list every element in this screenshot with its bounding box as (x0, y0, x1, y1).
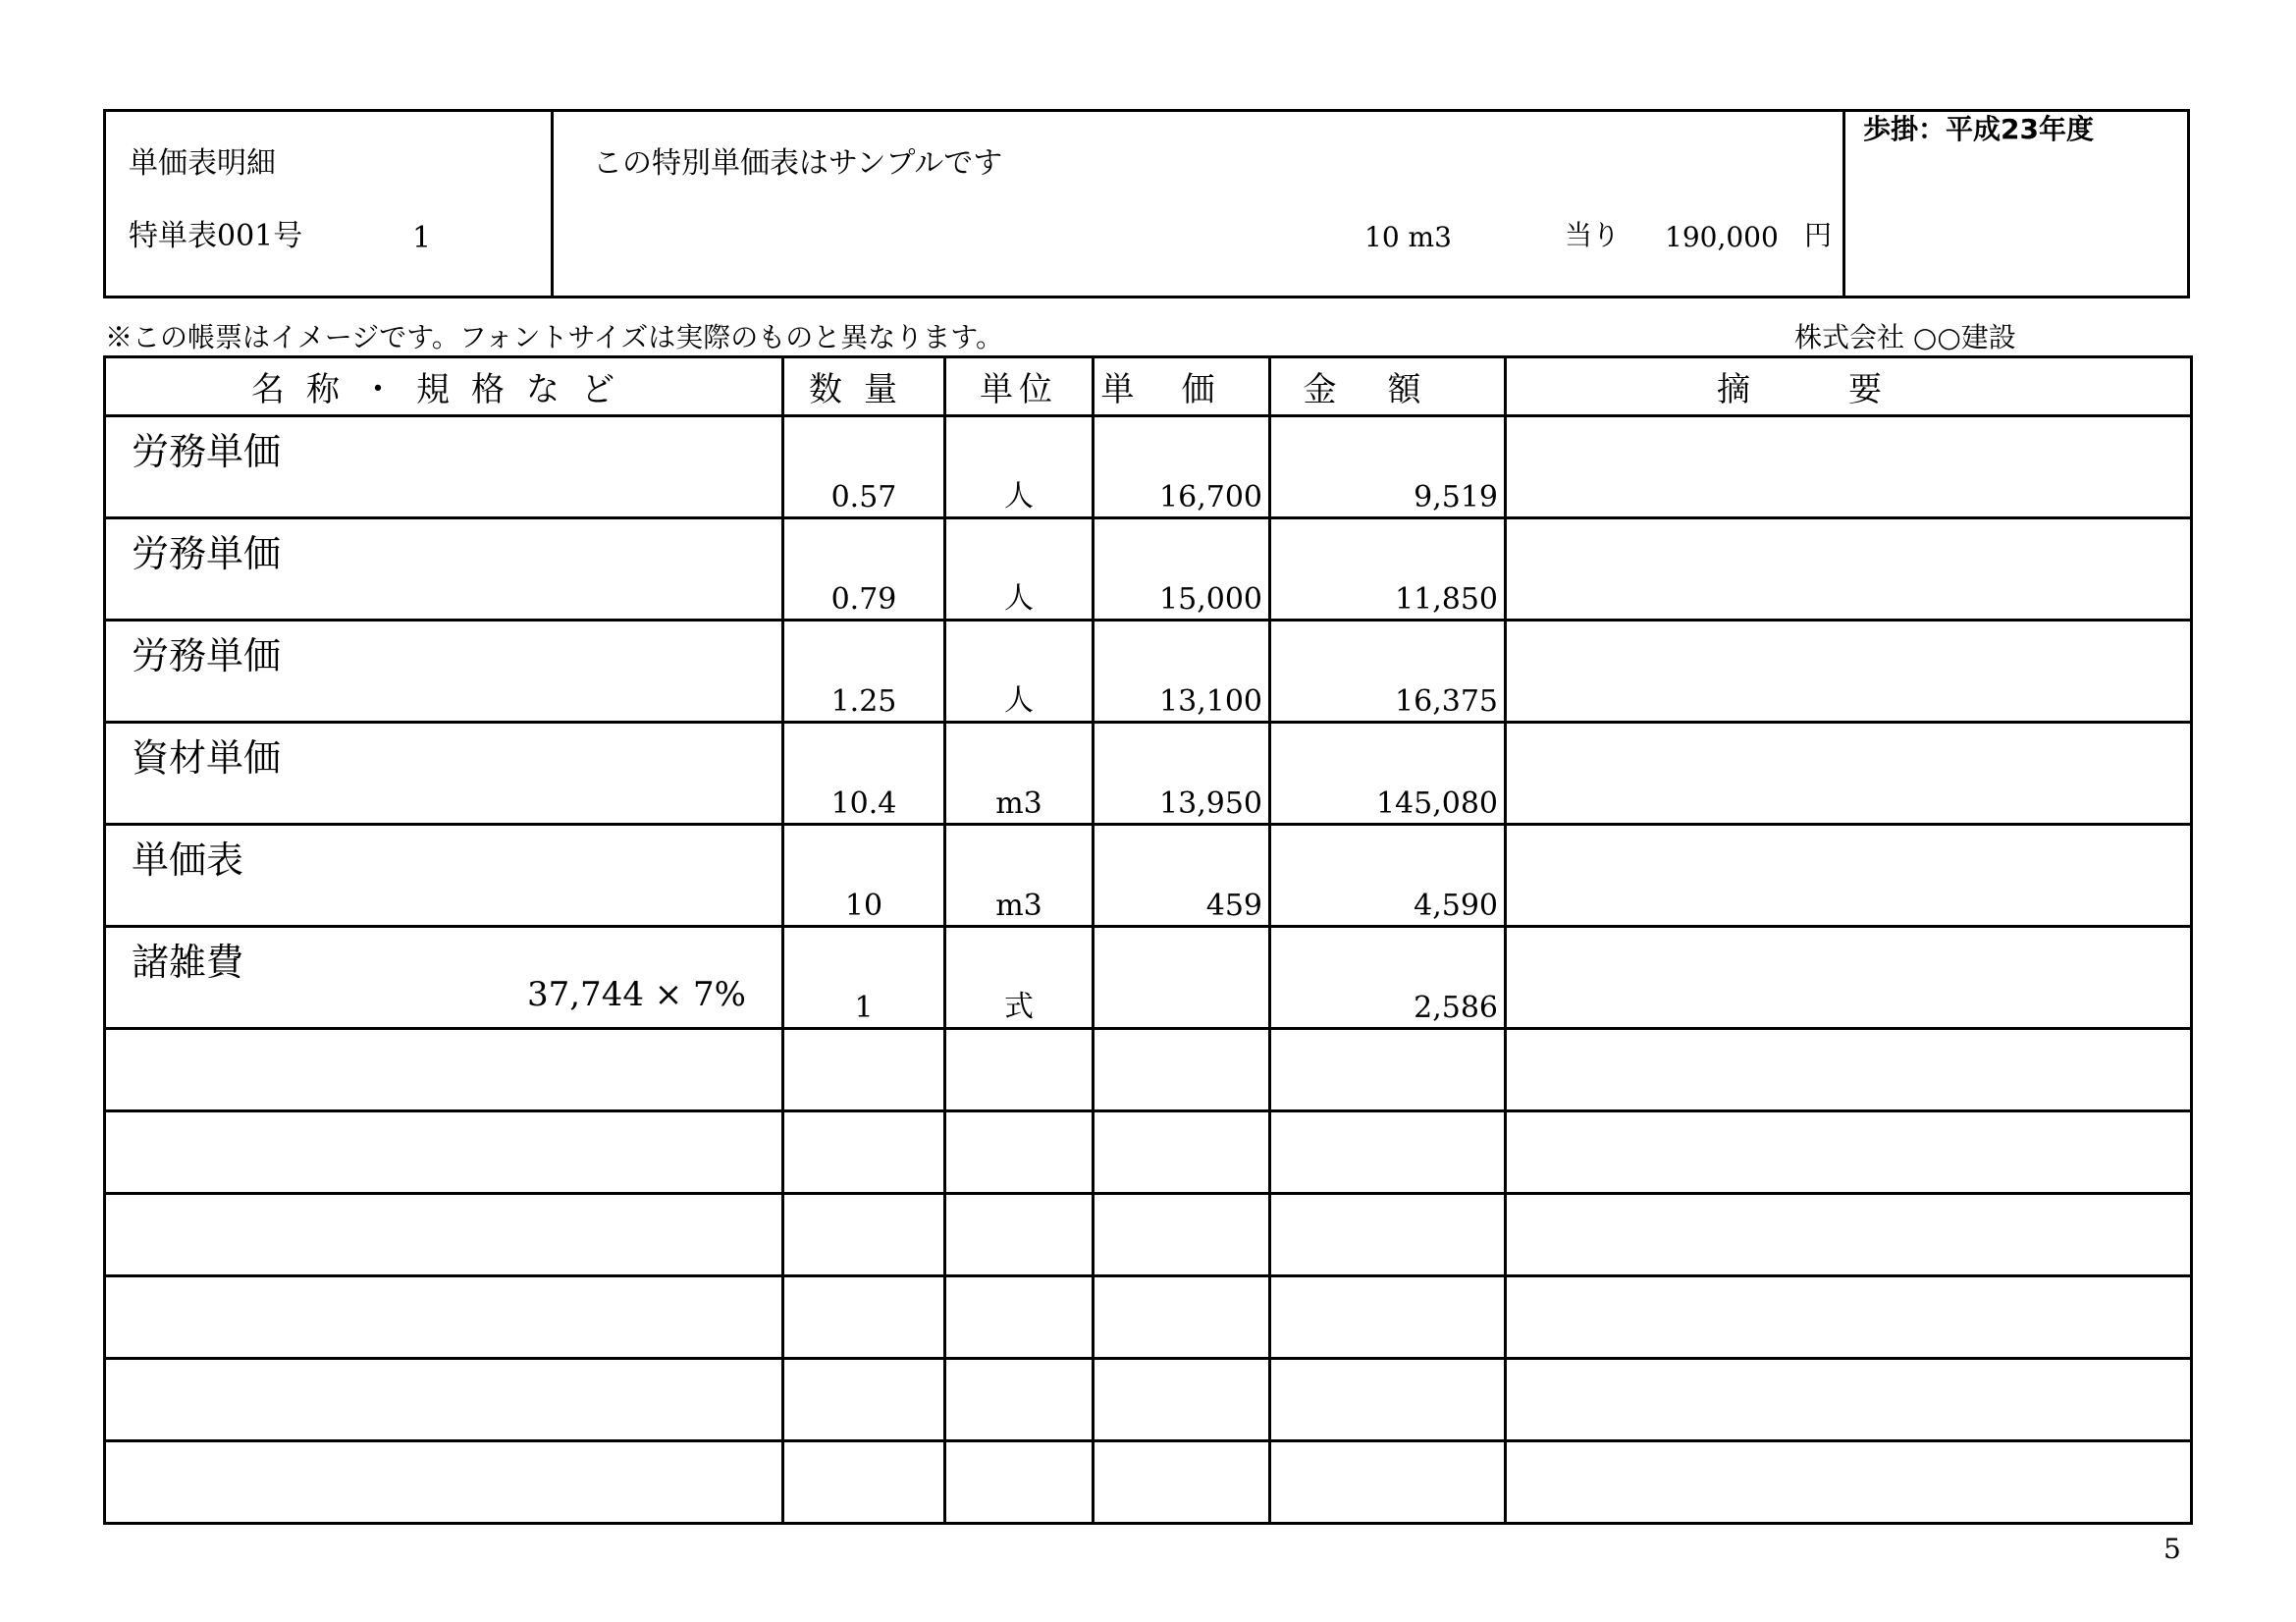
cell-remarks (1506, 416, 2192, 518)
item-quantity: 1.25 (830, 684, 897, 719)
empty-cell (105, 1276, 783, 1359)
item-unit-price: 16,700 (1159, 480, 1262, 514)
quantity-basis: 10 m3 (1364, 221, 1452, 253)
table-row (105, 723, 2192, 825)
per-label: 当り (1565, 219, 1621, 251)
item-quantity: 0.57 (830, 480, 897, 514)
cell-name (105, 927, 783, 1029)
currency-unit: 円 (1804, 219, 1833, 251)
empty-cell (105, 1029, 783, 1111)
item-unit: 人 (1004, 683, 1034, 718)
cell-name (105, 416, 783, 518)
empty-cell (1506, 1029, 2192, 1111)
empty-cell (945, 1194, 1094, 1276)
table-row-empty (105, 1441, 2192, 1524)
item-amount: 2,586 (1414, 991, 1498, 1025)
sheet-number: 特単表001号 (129, 219, 303, 253)
empty-cell (1270, 1359, 1506, 1441)
item-unit: 人 (1004, 581, 1034, 616)
table-row (105, 518, 2192, 621)
empty-cell (1094, 1111, 1270, 1194)
empty-cell (105, 1111, 783, 1194)
notice-text: ※この帳票はイメージです。フォントサイズは実際のものと異なります。 (105, 321, 1004, 353)
empty-cell (1506, 1276, 2192, 1359)
empty-cell (945, 1359, 1094, 1441)
col-header-unit: 単位 (945, 357, 1094, 416)
item-name: 労務単価 (132, 634, 282, 677)
col-header-remarks: 摘要 (1506, 357, 2192, 416)
cell-unit-price (1094, 518, 1270, 621)
item-unit: 人 (1004, 479, 1034, 514)
company-name: 株式会社 ○○建設 (1794, 321, 2016, 353)
empty-cell (783, 1194, 945, 1276)
table-row (105, 416, 2192, 518)
cell-unit (945, 723, 1094, 825)
item-unit: m3 (995, 786, 1042, 821)
cell-unit (945, 416, 1094, 518)
empty-cell (1094, 1359, 1270, 1441)
unit-price-total: 190,000 (1665, 221, 1779, 253)
empty-cell (783, 1441, 945, 1524)
item-unit: 式 (1004, 990, 1034, 1024)
cell-quantity (783, 927, 945, 1029)
empty-cell (945, 1111, 1094, 1194)
empty-cell (783, 1276, 945, 1359)
cell-name (105, 621, 783, 723)
cell-name (105, 518, 783, 621)
empty-cell (1506, 1359, 2192, 1441)
empty-cell (1270, 1111, 1506, 1194)
empty-cell (783, 1359, 945, 1441)
cell-amount (1270, 723, 1506, 825)
empty-cell (105, 1441, 783, 1524)
table-row-empty (105, 1359, 2192, 1441)
cell-remarks (1506, 621, 2192, 723)
item-unit-price: 13,100 (1159, 684, 1262, 719)
empty-cell (1270, 1029, 1506, 1111)
sheet-title: 単価表明細 (129, 146, 276, 181)
item-amount: 4,590 (1414, 889, 1498, 923)
empty-cell (105, 1194, 783, 1276)
empty-cell (945, 1029, 1094, 1111)
empty-cell (1094, 1194, 1270, 1276)
cell-amount (1270, 416, 1506, 518)
table-row-empty (105, 1111, 2192, 1194)
col-header-amount: 金額 (1270, 357, 1506, 416)
table-row (105, 621, 2192, 723)
cell-unit-price (1094, 723, 1270, 825)
cell-name (105, 723, 783, 825)
header-divider-right (1842, 109, 1845, 298)
empty-cell (1506, 1111, 2192, 1194)
item-amount: 9,519 (1414, 480, 1498, 514)
cell-quantity (783, 416, 945, 518)
empty-cell (105, 1359, 783, 1441)
empty-cell (945, 1276, 1094, 1359)
col-header-name: 名称・規格など (105, 357, 783, 416)
item-unit-price: 15,000 (1159, 582, 1262, 617)
empty-cell (1270, 1276, 1506, 1359)
item-quantity: 10 (844, 889, 883, 923)
empty-cell (945, 1441, 1094, 1524)
cell-remarks (1506, 518, 2192, 621)
cell-remarks (1506, 825, 2192, 927)
cell-name (105, 825, 783, 927)
cell-remarks (1506, 723, 2192, 825)
step-label: 歩掛：平成23年度 (1863, 113, 2094, 145)
empty-cell (1094, 1029, 1270, 1111)
table-row (105, 927, 2192, 1029)
cell-quantity (783, 825, 945, 927)
item-spec: 37,744 × 7% (526, 975, 746, 1014)
cell-quantity (783, 518, 945, 621)
empty-cell (1270, 1194, 1506, 1276)
col-header-unit-price: 単価 (1094, 357, 1270, 416)
cell-unit (945, 518, 1094, 621)
table-row-empty (105, 1194, 2192, 1276)
empty-cell (1270, 1441, 1506, 1524)
sheet-description: この特別単価表はサンプルです (593, 146, 1003, 181)
item-amount: 16,375 (1395, 684, 1498, 719)
cell-quantity (783, 621, 945, 723)
cell-unit-price (1094, 621, 1270, 723)
empty-cell (783, 1111, 945, 1194)
item-quantity: 10.4 (830, 786, 897, 821)
cell-amount (1270, 927, 1506, 1029)
price-detail-table (103, 355, 2193, 1525)
header-divider-left (551, 109, 554, 298)
item-quantity: 0.79 (830, 582, 897, 617)
item-name: 資材単価 (132, 736, 282, 780)
item-name: 労務単価 (132, 532, 282, 575)
empty-cell (1094, 1441, 1270, 1524)
item-unit-price: 459 (1205, 889, 1262, 923)
cell-amount (1270, 825, 1506, 927)
cell-amount (1270, 621, 1506, 723)
empty-cell (783, 1029, 945, 1111)
cell-amount (1270, 518, 1506, 621)
empty-cell (1506, 1194, 2192, 1276)
table-header-row (105, 357, 2192, 416)
table-row-empty (105, 1276, 2192, 1359)
cell-quantity (783, 723, 945, 825)
table-row-empty (105, 1029, 2192, 1111)
item-quantity: 1 (854, 991, 874, 1025)
cell-remarks (1506, 927, 2192, 1029)
cell-unit-price (1094, 927, 1270, 1029)
item-name: 単価表 (132, 838, 244, 882)
item-amount: 11,850 (1395, 582, 1498, 617)
cell-unit (945, 825, 1094, 927)
item-name: 諸雑費 (132, 941, 244, 984)
item-unit: m3 (995, 889, 1042, 923)
cell-unit (945, 927, 1094, 1029)
empty-cell (1506, 1441, 2192, 1524)
item-name: 労務単価 (132, 430, 282, 473)
cell-unit (945, 621, 1094, 723)
empty-cell (1094, 1276, 1270, 1359)
item-amount: 145,080 (1375, 786, 1498, 821)
item-unit-price: 13,950 (1159, 786, 1262, 821)
cell-unit-price (1094, 825, 1270, 927)
col-header-quantity: 数量 (783, 357, 945, 416)
cell-unit-price (1094, 416, 1270, 518)
sheet-number-seq: 1 (412, 221, 432, 255)
page-number: 5 (2163, 1533, 2181, 1565)
table-row (105, 825, 2192, 927)
